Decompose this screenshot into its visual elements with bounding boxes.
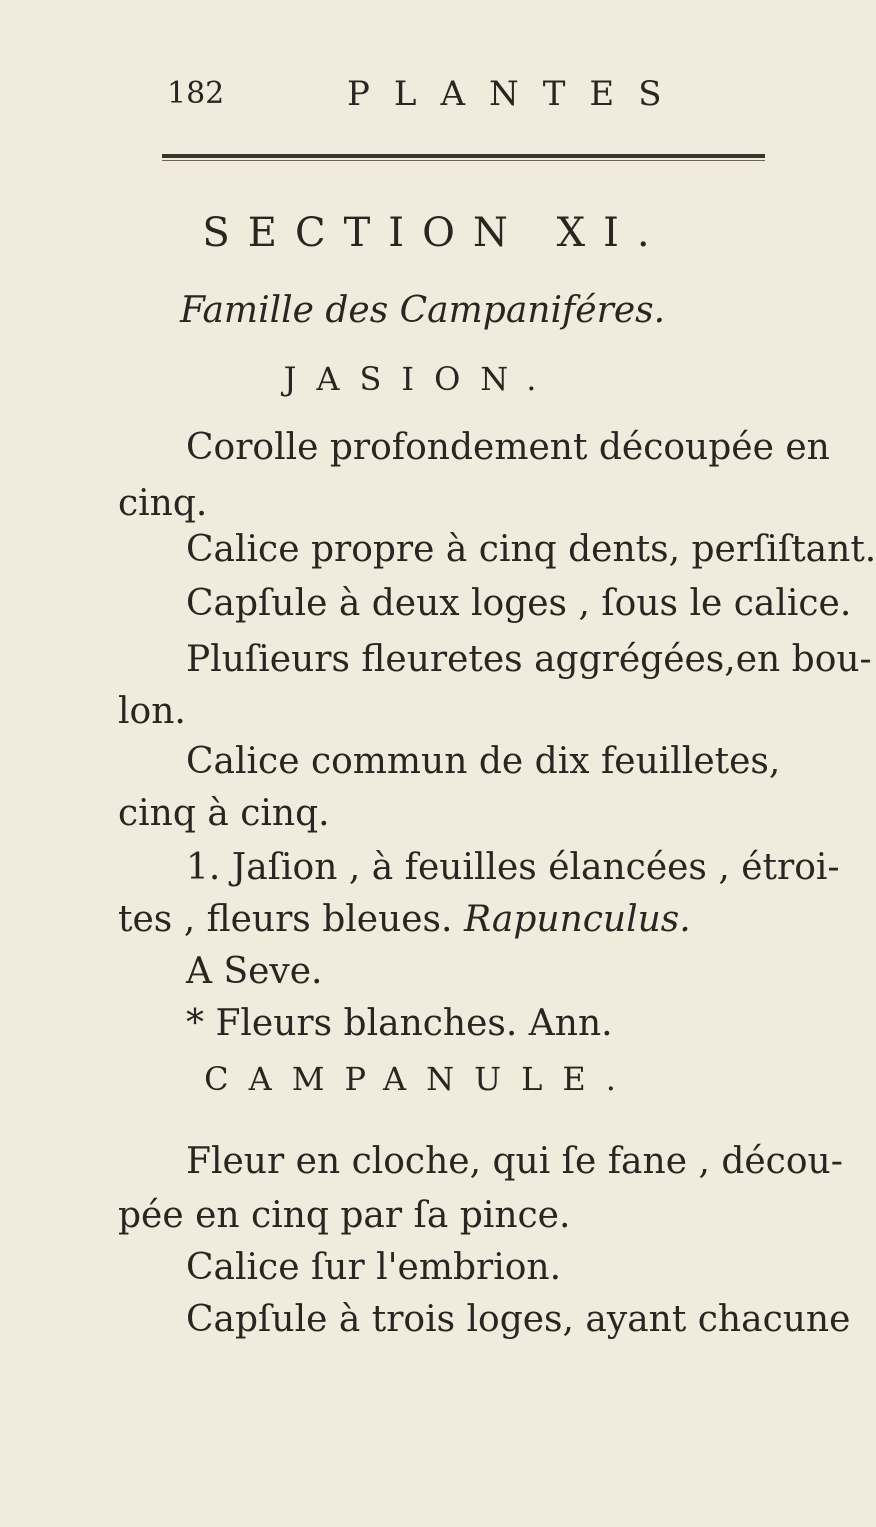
text-line: Fleur en cloche, qui ſe fane , décou- [186,1141,843,1182]
text-line: Calice propre à cinq dents, perſiſtant. [186,529,876,570]
section-title: SECTION XI. [202,210,668,256]
genus-title-campanule: CAMPANULE. [204,1060,636,1098]
text-line: cinq. [118,483,208,524]
running-title: PLANTES [347,74,686,114]
genus-title-jasion: JASION. [283,360,557,398]
text-line: 1. Jaſion , à feuilles élancées , étroi- [186,847,840,888]
text-line: Corolle profondement découpée en [186,427,830,468]
page-number: 182 [167,76,225,111]
text-line: A Seve. [186,951,323,992]
text-line: Calice ſur l'embrion. [186,1247,562,1288]
text-line: lon. [118,691,186,732]
header-rule [162,154,765,158]
species-latin-name: Rapunculus. [463,899,691,940]
running-head [167,74,686,116]
family-title: Famille des Campaniféres. [179,290,666,331]
text-line [118,898,691,942]
text-line: Calice commun de dix feuilletes, [186,741,781,782]
text-run: tes , fleurs bleues. [118,899,453,940]
text-line: Capſule à deux loges , ſous le calice. [186,583,852,624]
text-line: Pluſieurs fleuretes aggrégées,en bou- [186,639,872,680]
text-line: Capſule à trois loges, ayant chacune [186,1299,851,1340]
text-line: pée en cinq par ſa pince. [118,1195,571,1236]
text-line: cinq à cinq. [118,793,330,834]
text-line: * Fleurs blanches. Ann. [186,1003,613,1044]
